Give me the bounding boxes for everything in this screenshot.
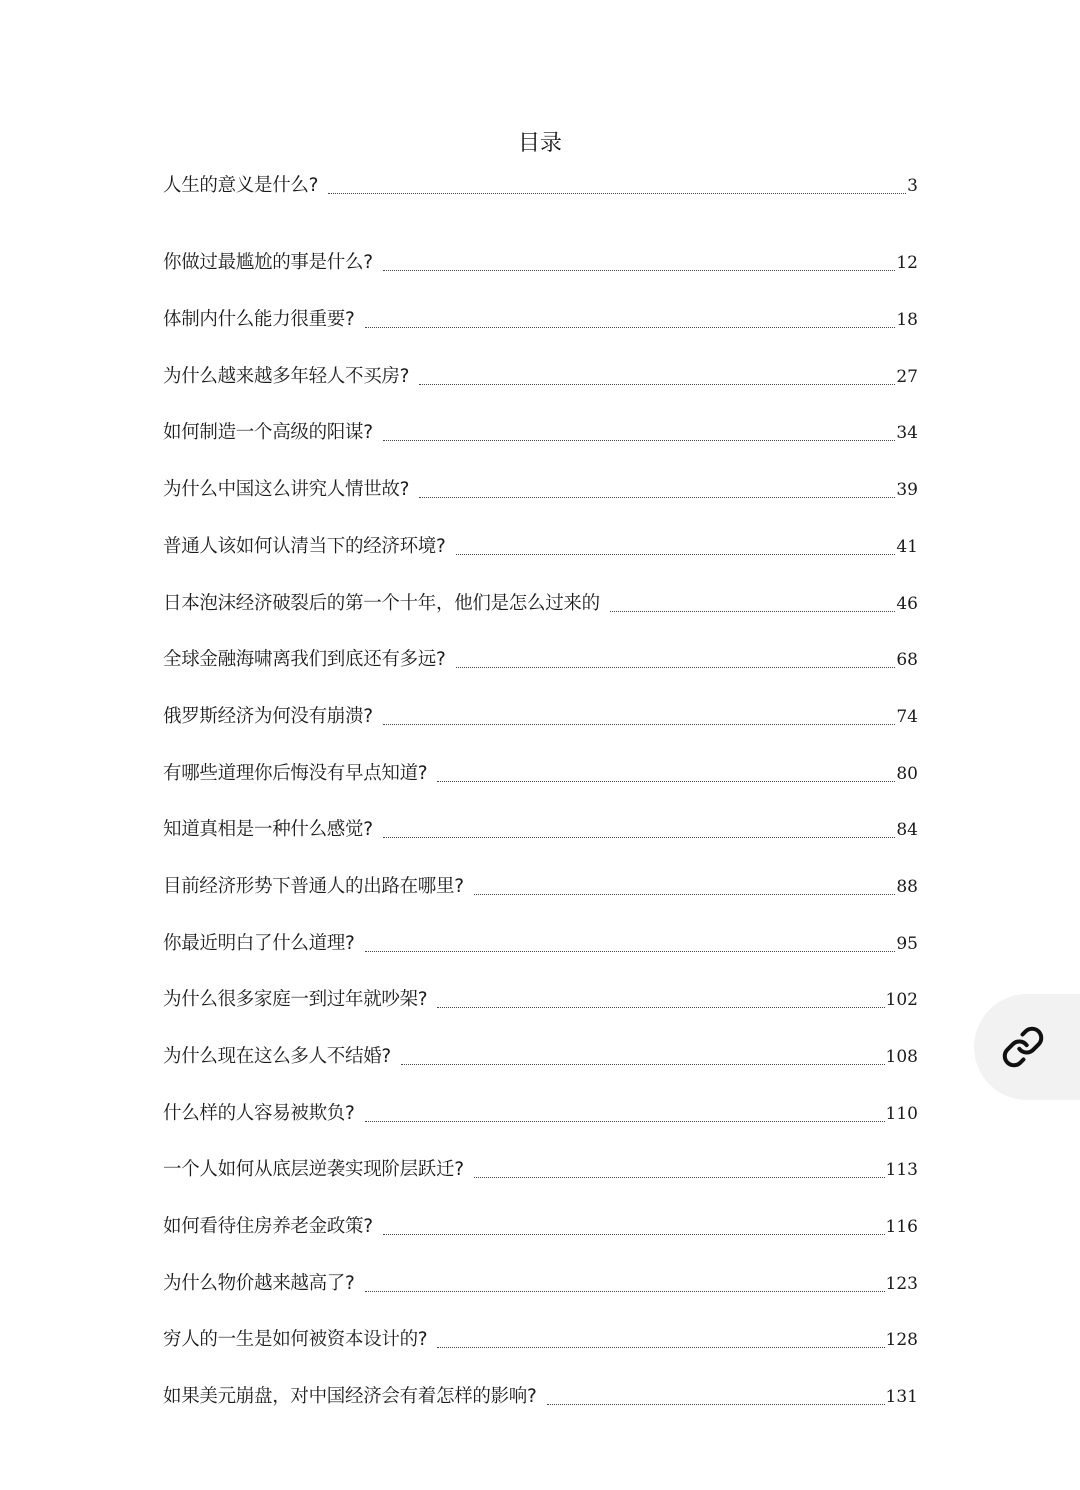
- toc-leader-dots: [437, 1007, 884, 1008]
- toc-entry[interactable]: [163, 678, 918, 735]
- toc-entry-text: 你做过最尴尬的事是什么?: [163, 252, 373, 274]
- toc-entry-page: 131: [885, 1387, 918, 1408]
- toc-entry[interactable]: [163, 565, 918, 622]
- toc-entry-text: 为什么越来越多年轻人不买房?: [163, 365, 410, 387]
- toc-leader-dots: [437, 781, 895, 782]
- toc-leader-dots: [365, 327, 896, 328]
- toc-list: [163, 168, 918, 1415]
- toc-entry[interactable]: [163, 395, 918, 452]
- toc-entry-page: 113: [885, 1160, 918, 1181]
- toc-entry-text: 穷人的一生是如何被资本设计的?: [163, 1329, 428, 1351]
- toc-entry[interactable]: [163, 338, 918, 395]
- toc-entry-page: 95: [896, 933, 918, 954]
- link-icon: [1001, 1025, 1045, 1069]
- toc-entry-text: 体制内什么能力很重要?: [163, 309, 355, 331]
- toc-entry[interactable]: [163, 1018, 918, 1075]
- toc-entry-page: 102: [885, 990, 918, 1011]
- toc-leader-dots: [383, 1234, 885, 1235]
- toc-entry-page: 27: [896, 366, 918, 387]
- toc-leader-dots: [365, 1121, 885, 1122]
- toc-entry-page: 88: [896, 876, 918, 897]
- toc-leader-dots: [419, 384, 895, 385]
- toc-entry-page: 80: [896, 763, 918, 784]
- toc-entry-page: 39: [896, 480, 918, 501]
- toc-leader-dots: [383, 837, 896, 838]
- toc-entry[interactable]: [163, 735, 918, 792]
- toc-entry-text: 为什么物价越来越高了?: [163, 1272, 355, 1294]
- toc-entry-page: 18: [896, 310, 918, 331]
- toc-entry[interactable]: [163, 962, 918, 1019]
- toc-entry-page: 68: [896, 650, 918, 671]
- toc-leader-dots: [365, 951, 896, 952]
- toc-entry[interactable]: [163, 1245, 918, 1302]
- toc-entry-page: 108: [885, 1047, 918, 1067]
- toc-entry-page: 74: [896, 706, 918, 727]
- toc-leader-dots: [401, 1064, 885, 1065]
- toc-entry[interactable]: [163, 622, 918, 679]
- toc-entry-page: 110: [885, 1103, 918, 1124]
- toc-entry-text: 人生的意义是什么?: [163, 175, 319, 196]
- toc-entry-text: 全球金融海啸离我们到底还有多远?: [163, 649, 446, 671]
- toc-leader-dots: [474, 894, 896, 895]
- toc-entry-text: 俄罗斯经济为何没有崩溃?: [163, 705, 373, 727]
- toc-entry[interactable]: [163, 281, 918, 338]
- toc-entry-text: 为什么很多家庭一到过年就吵架?: [163, 989, 428, 1011]
- toc-entry-text: 知道真相是一种什么感觉?: [163, 819, 373, 841]
- toc-entry-page: 41: [896, 536, 918, 557]
- toc-leader-dots: [328, 193, 906, 194]
- toc-entry[interactable]: [163, 1188, 918, 1245]
- toc-entry-text: 如何制造一个高级的阳谋?: [163, 422, 373, 444]
- toc-entry[interactable]: [163, 1302, 918, 1359]
- toc-entry-page: 123: [885, 1273, 918, 1294]
- toc-entry-text: 一个人如何从底层逆袭实现阶层跃迁?: [163, 1159, 464, 1181]
- toc-entry[interactable]: [163, 792, 918, 849]
- toc-leader-dots: [547, 1404, 885, 1405]
- toc-entry-page: 128: [885, 1330, 918, 1351]
- toc-entry[interactable]: [163, 1132, 918, 1189]
- toc-entry-page: 84: [896, 820, 918, 841]
- toc-entry-text: 如果美元崩盘，对中国经济会有着怎样的影响?: [163, 1386, 537, 1408]
- toc-entry-page: 116: [885, 1217, 918, 1238]
- toc-leader-dots: [456, 667, 896, 668]
- toc-leader-dots: [437, 1347, 884, 1348]
- toc-leader-dots: [610, 611, 896, 612]
- toc-entry-text: 你最近明白了什么道理?: [163, 932, 355, 954]
- toc-leader-dots: [474, 1177, 885, 1178]
- toc-title: 目录: [517, 131, 562, 156]
- toc-entry-page: 3: [907, 176, 918, 196]
- toc-leader-dots: [383, 440, 896, 441]
- toc-entry[interactable]: [163, 508, 918, 565]
- toc-entry-text: 如何看待住房养老金政策?: [163, 1216, 373, 1238]
- toc-leader-dots: [365, 1291, 885, 1292]
- toc-entry-page: 12: [896, 253, 918, 274]
- toc-leader-dots: [383, 270, 896, 271]
- toc-entry-text: 目前经济形势下普通人的出路在哪里?: [163, 875, 464, 897]
- toc-entry[interactable]: [163, 848, 918, 905]
- toc-entry[interactable]: [163, 451, 918, 508]
- toc-entry[interactable]: [163, 1075, 918, 1132]
- toc-entry[interactable]: [163, 168, 918, 204]
- toc-leader-dots: [383, 724, 896, 725]
- toc-entry-text: 日本泡沫经济破裂后的第一个十年，他们是怎么过来的: [163, 592, 600, 614]
- toc-entry-text: 为什么中国这么讲究人情世故?: [163, 479, 410, 501]
- toc-entry-text: 为什么现在这么多人不结婚?: [163, 1046, 391, 1067]
- toc-leader-dots: [419, 497, 895, 498]
- toc-entry-page: 46: [896, 593, 918, 614]
- toc-leader-dots: [456, 554, 896, 555]
- toc-entry[interactable]: [163, 225, 918, 282]
- toc-entry-page: 34: [896, 423, 918, 444]
- toc-entry-text: 有哪些道理你后悔没有早点知道?: [163, 762, 428, 784]
- copy-link-button[interactable]: [974, 994, 1080, 1100]
- toc-entry-text: 普通人该如何认清当下的经济环境?: [163, 535, 446, 557]
- toc-entry[interactable]: [163, 905, 918, 962]
- toc-entry-text: 什么样的人容易被欺负?: [163, 1102, 355, 1124]
- toc-entry[interactable]: [163, 1358, 918, 1415]
